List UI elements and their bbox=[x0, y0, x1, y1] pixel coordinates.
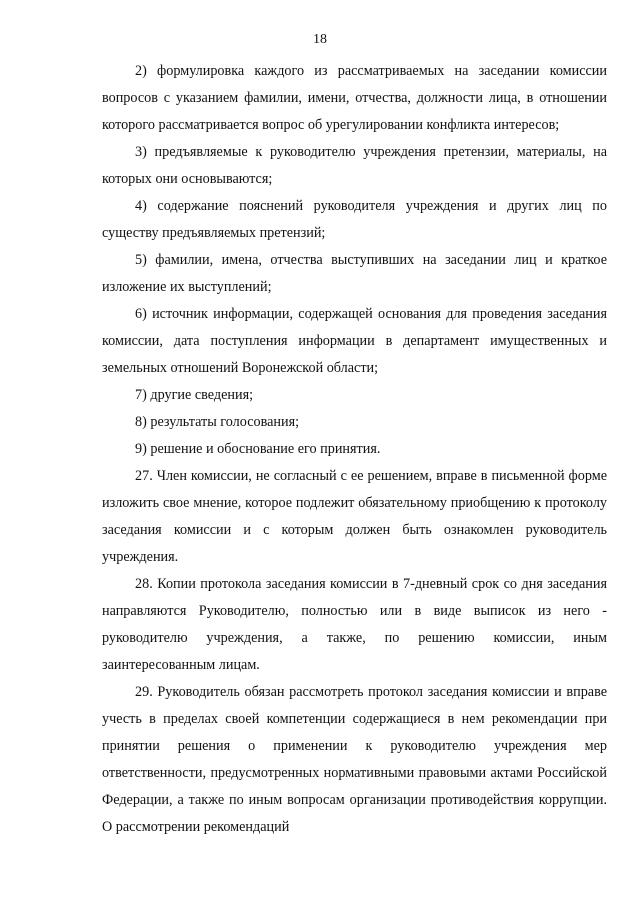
paragraph-item-4: 4) содержание пояснений руководителя учреждения и других лиц по существу предъявляемых претензий; bbox=[102, 198, 607, 241]
paragraph-clause-28: 28. Копии протокола заседания комиссии в 7-дневный срок со дня заседания направляются Руководителю, полностью или в виде выписок из него - руководителю учреждения, а также, по решению комиссии, иным заинтересованным лицам. bbox=[102, 576, 607, 673]
paragraph-item-9: 9) решение и обоснование его принятия. bbox=[135, 441, 381, 457]
paragraph-item-6: 6) источник информации, содержащей основания для проведения заседания комиссии, дата поступления информации в департамент имущественных и земельных отношений Воронежской области; bbox=[102, 306, 607, 376]
paragraph-item-2: 2) формулировка каждого из рассматриваемых на заседании комиссии вопросов с указанием фамилии, имени, отчества, должности лица, в отношении которого рассматривается вопрос об урегулировании конфликта интересов; bbox=[102, 63, 607, 133]
paragraph-item-7: 7) другие сведения; bbox=[135, 387, 254, 403]
paragraph-item-8: 8) результаты голосования; bbox=[135, 414, 300, 430]
paragraph-clause-27: 27. Член комиссии, не согласный с ее решением, вправе в письменной форме изложить свое мнение, которое подлежит обязательному приобщению к протоколу заседания комиссии и с которым должен быть ознакомлен руководитель учреждения. bbox=[102, 468, 607, 565]
page-number: 18 bbox=[313, 32, 327, 47]
document-body bbox=[102, 58, 607, 841]
paragraph-clause-29: 29. Руководитель обязан рассмотреть протокол заседания комиссии и вправе учесть в пределах своей компетенции содержащиеся в нем рекомендации при принятии решения о применении к руководителю учреждения мер ответственности, предусмотренных нормативными правовыми актами Российской Федерации, а также по иным вопросам организации противодействия коррупции. О рассмотрении рекомендаций bbox=[102, 684, 607, 835]
paragraph-item-5: 5) фамилии, имена, отчества выступивших на заседании лиц и краткое изложение их выступлений; bbox=[102, 252, 607, 295]
paragraph-item-3: 3) предъявляемые к руководителю учреждения претензии, материалы, на которых они основываются; bbox=[102, 144, 607, 187]
